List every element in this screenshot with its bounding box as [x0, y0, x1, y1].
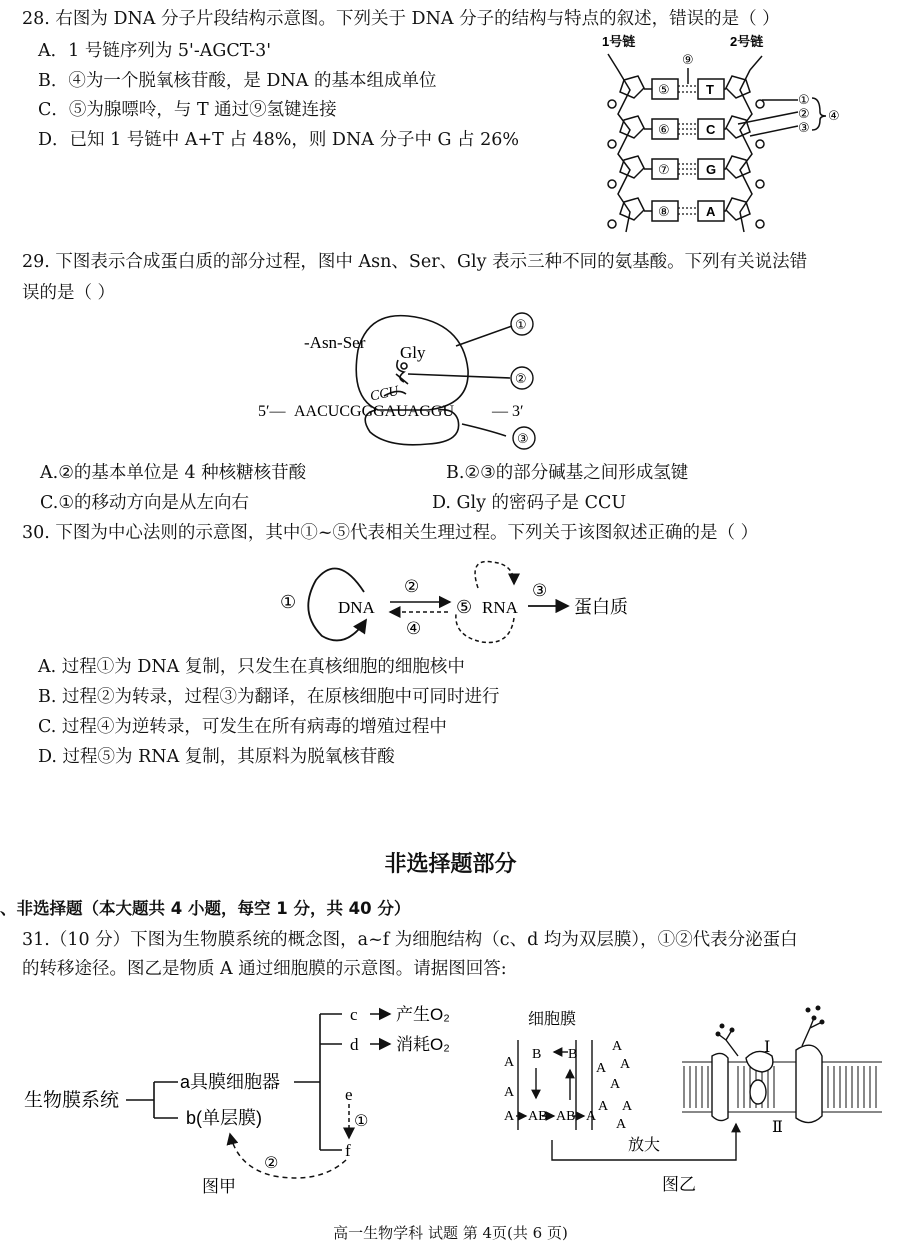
- mrna-sequence: AACUCGGGAUAGGU: [294, 403, 454, 420]
- node-d-output: 消耗O₂: [396, 1035, 450, 1054]
- label-2: ②: [798, 106, 810, 121]
- q30-stem: 30. 下图为中心法则的示意图，其中①~⑤代表相关生理过程。下列关于该图叙述正确的是（ ）: [22, 523, 759, 543]
- q31-stem-line1: 31.（10 分）下图为生物膜系统的概念图，a~f 为细胞结构（c、d 均为双层膜），①②代表分泌蛋白: [22, 930, 798, 950]
- rna-label: RNA: [482, 598, 518, 617]
- molecule-b: B: [568, 1047, 578, 1062]
- q29-stem-line2: 误的是（ ）: [22, 283, 116, 303]
- dna-label: DNA: [338, 598, 375, 617]
- molecule-a: A: [504, 1055, 515, 1070]
- q28-option-d[interactable]: D．已知 1 号链中 A+T 占 48%，则 DNA 分子中 G 占 26%: [38, 130, 520, 150]
- label-3: ③: [532, 581, 548, 600]
- label-3: ③: [517, 431, 529, 446]
- section-header: 、非选择题（本大题共 4 小题，每空 1 分，共 40 分）: [0, 899, 411, 918]
- base-t: T: [706, 82, 714, 97]
- molecule-a: A: [620, 1057, 631, 1072]
- label-5: ⑤: [456, 597, 473, 617]
- anticodon: CCU: [368, 383, 401, 405]
- figure-yi-caption: 图乙: [662, 1175, 696, 1194]
- node-a: a具膜细胞器: [180, 1072, 281, 1092]
- structure-1-label: Ⅰ: [764, 1039, 771, 1056]
- mrna-5-end: 5′—: [258, 403, 286, 420]
- q31-stem-line2: 的转移途径。图乙是物质 A 通过细胞膜的示意图。请据图回答:: [22, 959, 507, 979]
- molecule-a: A: [504, 1109, 515, 1124]
- q30-option-d[interactable]: D. 过程⑤为 RNA 复制，其原料为脱氧核苷酸: [38, 747, 395, 767]
- q28-option-c[interactable]: C．⑤为腺嘌呤，与 T 通过⑨氢键连接: [38, 100, 337, 120]
- molecule-a: A: [586, 1109, 597, 1124]
- label-3: ③: [798, 120, 810, 135]
- chain2-label: 2号链: [730, 34, 764, 49]
- q30-option-b[interactable]: B. 过程②为转录，过程③为翻译，在原核细胞中可同时进行: [38, 687, 500, 707]
- label-4: ④: [828, 108, 840, 123]
- section-title: 非选择题部分: [384, 852, 517, 877]
- enlarge-label: 放大: [628, 1137, 661, 1154]
- label-1: ①: [280, 592, 297, 612]
- molecule-a: A: [610, 1077, 621, 1092]
- q29-option-b[interactable]: B.②③的部分碱基之间形成氢键: [446, 463, 689, 483]
- molecule-ab: AB: [556, 1109, 576, 1124]
- central-dogma-figure: [278, 558, 658, 648]
- base-8: ⑧: [658, 204, 670, 219]
- q28-option-b[interactable]: B．④为一个脱氧核苷酸，是 DNA 的基本组成单位: [38, 71, 437, 91]
- base-5: ⑤: [658, 82, 670, 97]
- base-a: A: [706, 204, 716, 219]
- node-c-output: 产生O₂: [396, 1005, 450, 1024]
- structure-2-label: Ⅱ: [772, 1119, 783, 1136]
- label-9: ⑨: [682, 52, 694, 67]
- molecule-ab: AB: [528, 1109, 548, 1124]
- molecule-a: A: [616, 1117, 627, 1132]
- molecule-a: A: [598, 1099, 609, 1114]
- gly-label: Gly: [400, 343, 426, 362]
- node-b: b(单层膜): [186, 1108, 262, 1128]
- path-2: ②: [264, 1155, 279, 1172]
- base-7: ⑦: [658, 162, 670, 177]
- chain1-label: 1号链: [602, 34, 636, 49]
- node-c: c: [350, 1005, 358, 1024]
- q30-option-c[interactable]: C. 过程④为逆转录，可发生在所有病毒的增殖过程中: [38, 717, 447, 737]
- node-e: e: [345, 1085, 353, 1104]
- node-f: f: [345, 1141, 351, 1160]
- q30-option-a[interactable]: A. 过程①为 DNA 复制，只发生在真核细胞的细胞核中: [38, 657, 465, 677]
- dna-structure-figure: [590, 32, 850, 237]
- molecule-a: A: [612, 1039, 623, 1054]
- root-label: 生物膜系统: [24, 1090, 120, 1111]
- q29-stem-line1: 29. 下图表示合成蛋白质的部分过程，图中 Asn、Ser、Gly 表示三种不同的氨基酸。下列有关说法错: [22, 252, 808, 272]
- label-1: ①: [798, 92, 810, 107]
- molecule-a: A: [504, 1085, 515, 1100]
- q29-option-d[interactable]: D. Gly 的密码子是 CCU: [432, 493, 627, 513]
- figure-jia: [20, 1000, 490, 1200]
- translation-figure: [258, 310, 558, 455]
- q29-option-a[interactable]: A.②的基本单位是 4 种核糖核苷酸: [40, 463, 307, 483]
- protein-label: 蛋白质: [574, 597, 628, 617]
- molecule-a: A: [596, 1061, 607, 1076]
- page-footer: 高一生物学科 试题 第 4页(共 6 页): [333, 1224, 568, 1242]
- mrna-3-end: — 3′: [492, 403, 524, 420]
- node-d: d: [350, 1035, 359, 1054]
- q28-option-a[interactable]: A．1 号链序列为 5'-AGCT-3': [38, 41, 272, 61]
- base-c: C: [706, 122, 716, 137]
- q28-stem: 28. 右图为 DNA 分子片段结构示意图。下列关于 DNA 分子的结构与特点的叙述，错误的是（ ）: [22, 9, 780, 29]
- molecule-b: B: [532, 1047, 542, 1062]
- figure-jia-caption: 图甲: [202, 1177, 236, 1196]
- path-1: ①: [354, 1113, 369, 1130]
- label-4: ④: [406, 619, 422, 638]
- membrane-label: 细胞膜: [528, 1011, 577, 1028]
- label-2: ②: [404, 577, 420, 596]
- figure-yi: [496, 1000, 896, 1195]
- base-6: ⑥: [658, 122, 670, 137]
- peptide-chain: -Asn-Ser: [304, 333, 366, 352]
- q29-option-c[interactable]: C.①的移动方向是从左向右: [40, 493, 250, 513]
- molecule-a: A: [622, 1099, 633, 1114]
- label-1: ①: [515, 317, 527, 332]
- label-2: ②: [515, 371, 527, 386]
- base-g: G: [706, 162, 717, 177]
